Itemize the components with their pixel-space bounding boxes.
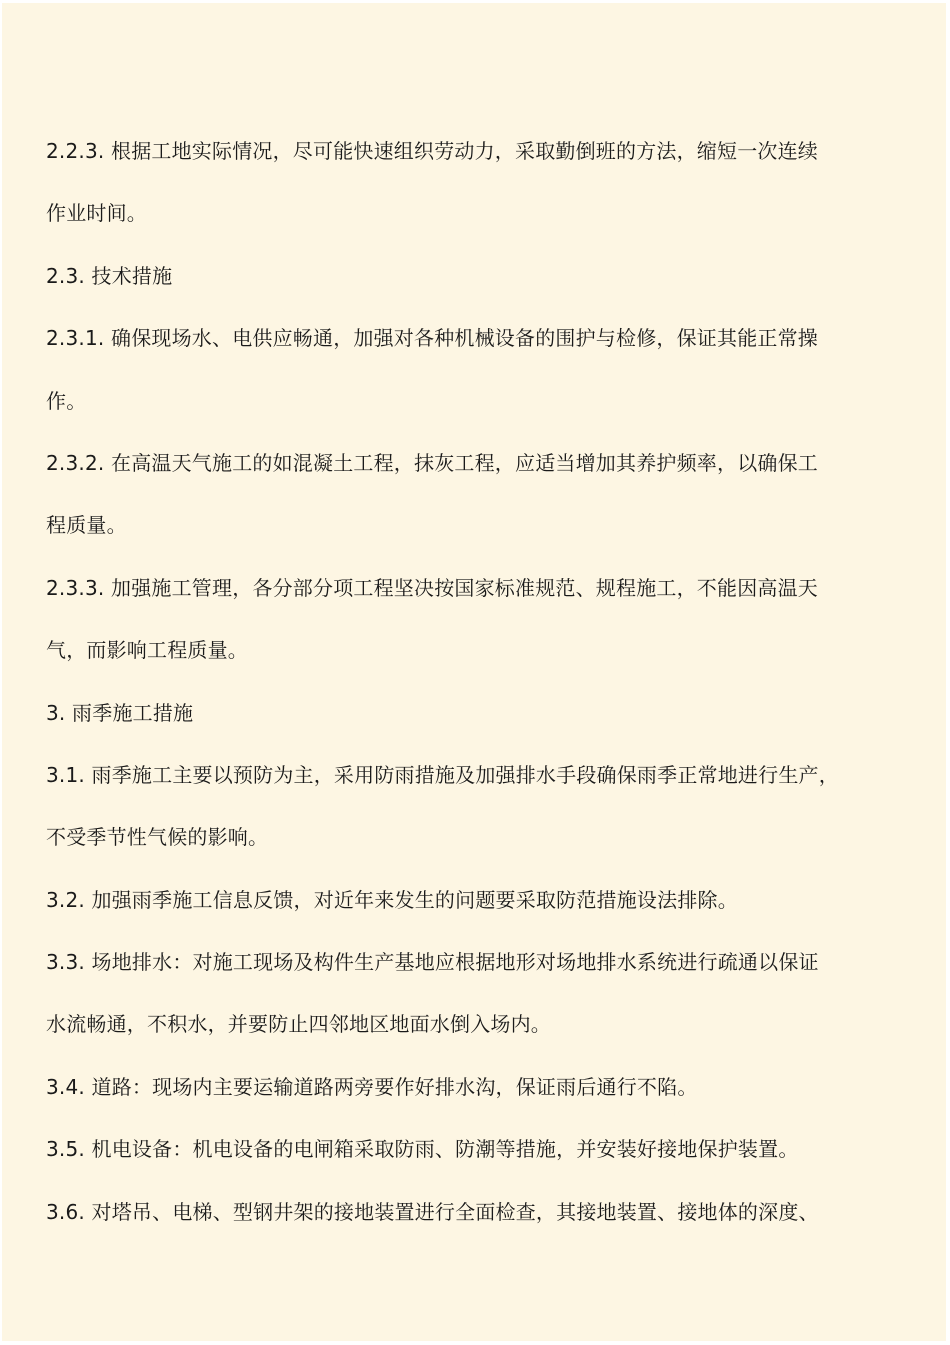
text-line: 3.3. 场地排水：对施工现场及构件生产基地应根据地形对场地排水系统进行疏通以保证 bbox=[46, 950, 819, 975]
text-line: 3.2. 加强雨季施工信息反馈，对近年来发生的问题要采取防范措施设法排除。 bbox=[46, 887, 738, 912]
text-line: 不受季节性气候的影响。 bbox=[46, 825, 269, 850]
text-line: 2.3.2. 在高温天气施工的如混凝土工程，抹灰工程，应适当增加其养护频率，以确保工 bbox=[46, 450, 819, 475]
section-heading: 2.3. 技术措施 bbox=[46, 263, 173, 288]
text-line: 2.3.3. 加强施工管理，各分部分项工程坚决按国家标准规范、规程施工，不能因高温天 bbox=[46, 575, 819, 600]
document-body bbox=[46, 120, 906, 1243]
text-line: 程质量。 bbox=[46, 513, 127, 538]
text-line: 3.5. 机电设备：机电设备的电闸箱采取防雨、防潮等措施，并安装好接地保护装置。 bbox=[46, 1137, 799, 1162]
text-line: 3.1. 雨季施工主要以预防为主，采用防雨措施及加强排水手段确保雨季正常地进行生产， bbox=[46, 762, 839, 787]
section-heading: 3. 雨季施工措施 bbox=[46, 700, 194, 725]
text-line: 水流畅通，不积水，并要防止四邻地区地面水倒入场内。 bbox=[46, 1012, 551, 1037]
text-line: 作。 bbox=[46, 388, 87, 413]
text-line: 2.3.1. 确保现场水、电供应畅通，加强对各种机械设备的围护与检修，保证其能正常操 bbox=[46, 326, 819, 351]
text-line: 气，而影响工程质量。 bbox=[46, 638, 248, 663]
text-line: 3.4. 道路：现场内主要运输道路两旁要作好排水沟，保证雨后通行不陷。 bbox=[46, 1074, 698, 1099]
text-line: 作业时间。 bbox=[46, 201, 147, 226]
document-page bbox=[2, 3, 946, 1341]
text-line: 3.6. 对塔吊、电梯、型钢井架的接地装置进行全面检查，其接地装置、接地体的深度、 bbox=[46, 1199, 819, 1224]
text-line: 2.2.3. 根据工地实际情况，尽可能快速组织劳动力，采取勤倒班的方法，缩短一次连续 bbox=[46, 139, 819, 163]
